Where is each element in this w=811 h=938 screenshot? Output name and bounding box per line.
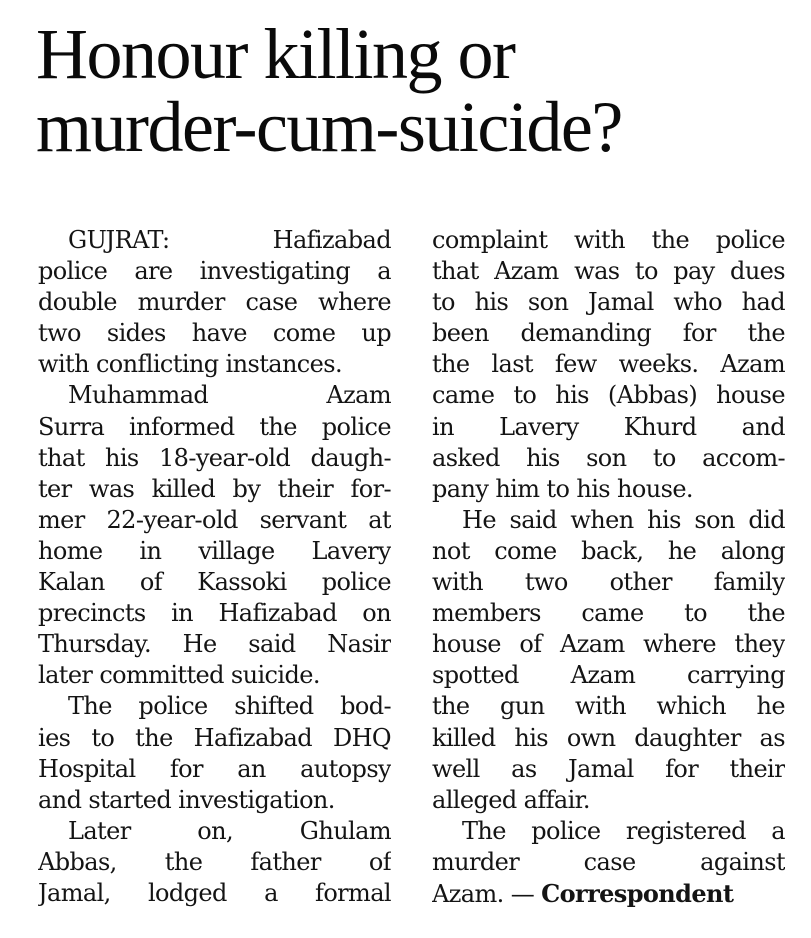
text-line: the last few weeks. Azam bbox=[432, 350, 785, 379]
text-line: with conflicting instances. bbox=[38, 350, 342, 379]
text-line: two sides have come up bbox=[38, 319, 391, 348]
text-line: pany him to his house. bbox=[432, 474, 693, 503]
text-line: Muhammad Azam bbox=[68, 381, 391, 410]
text-line: ies to the Hafizabad DHQ bbox=[38, 723, 391, 752]
text-line: alleged affair. bbox=[432, 785, 590, 814]
text-line: Later on, Ghulam bbox=[68, 816, 391, 845]
text-line: in Lavery Khurd and bbox=[432, 412, 785, 441]
text-line: been demanding for the bbox=[432, 319, 785, 348]
text-line: ter was killed by their for- bbox=[38, 474, 391, 503]
text-line: precincts in Hafizabad on bbox=[38, 599, 391, 628]
text-line: killed his own daughter as bbox=[432, 723, 785, 752]
text-line: murder case against bbox=[432, 847, 785, 876]
text-line: to his son Jamal who had bbox=[432, 288, 785, 317]
text-line: Thursday. He said Nasir bbox=[38, 630, 391, 659]
byline: Correspondent bbox=[541, 878, 734, 908]
headline-line: Honour killing or bbox=[36, 14, 515, 94]
text-line: later committed suicide. bbox=[38, 661, 320, 690]
closing-text: Azam. — bbox=[432, 879, 535, 908]
text-line: with two other family bbox=[432, 568, 785, 597]
text-line-with-byline bbox=[432, 878, 785, 909]
article-column-right bbox=[432, 225, 785, 909]
text-line: The police shifted bod- bbox=[68, 692, 391, 721]
text-line: mer 22-year-old servant at bbox=[38, 505, 391, 534]
text-line: and started investigation. bbox=[38, 785, 335, 814]
article-column-left bbox=[38, 225, 391, 909]
text-line: home in village Lavery bbox=[38, 536, 391, 565]
text-line: members came to the bbox=[432, 599, 785, 628]
text-line: double murder case where bbox=[38, 288, 391, 317]
text-line: asked his son to accom- bbox=[432, 443, 785, 472]
text-line: Surra informed the police bbox=[38, 412, 391, 441]
text-line: Abbas, the father of bbox=[38, 847, 391, 876]
text-line: that Azam was to pay dues bbox=[432, 257, 785, 286]
text-line: Jamal, lodged a formal bbox=[38, 878, 391, 907]
headline bbox=[36, 14, 796, 167]
text-line: well as Jamal for their bbox=[432, 754, 785, 783]
text-line: Hospital for an autopsy bbox=[38, 754, 391, 783]
text-line: house of Azam where they bbox=[432, 630, 785, 659]
text-line: He said when his son did bbox=[462, 505, 785, 534]
text-line: complaint with the police bbox=[432, 226, 785, 254]
text-line: came to his (Abbas) house bbox=[432, 381, 785, 410]
text-line: the gun with which he bbox=[432, 692, 785, 721]
text-line: GUJRAT: Hafizabad bbox=[68, 226, 391, 254]
text-line: that his 18-year-old daugh- bbox=[38, 443, 391, 472]
text-line: spotted Azam carrying bbox=[432, 661, 785, 690]
text-line: The police registered a bbox=[462, 816, 785, 845]
headline-line: murder-cum-suicide? bbox=[36, 87, 622, 167]
text-line: police are investigating a bbox=[38, 257, 391, 286]
text-line: not come back, he along bbox=[432, 536, 785, 565]
text-line: Kalan of Kassoki police bbox=[38, 568, 391, 597]
